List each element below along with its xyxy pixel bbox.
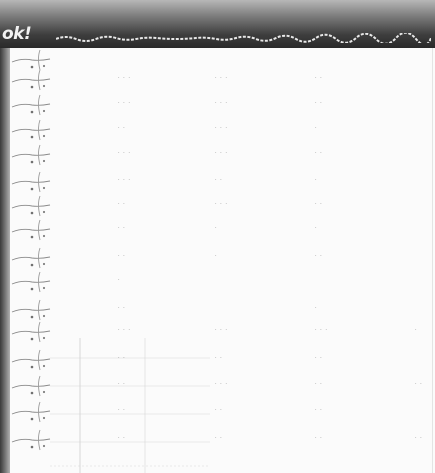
grid-lines	[50, 338, 210, 473]
row-cell-c2: · ·	[215, 407, 223, 413]
row-thumbnail-icon	[10, 118, 60, 142]
row-cell-c1: · ·	[118, 305, 126, 311]
row-cell-c2: · · ·	[215, 201, 228, 207]
row-cell-c2: · · ·	[215, 150, 228, 156]
row-cell-c2: ·	[215, 253, 218, 259]
row-thumbnail-icon	[10, 218, 60, 242]
row-cell-c3: ·	[315, 305, 318, 311]
row-cell-c4: · ·	[415, 381, 423, 387]
row-cell-c3: · ·	[315, 435, 323, 441]
row-cell-c3: · ·	[315, 253, 323, 259]
row-cell-c1: · ·	[118, 381, 126, 387]
row-cell-c1: · · ·	[118, 150, 131, 156]
row-cell-c3: · ·	[315, 75, 323, 81]
row-cell-c1: · ·	[118, 125, 126, 131]
row-cell-c1: · ·	[118, 201, 126, 207]
list-item[interactable]	[10, 298, 435, 322]
left-rail	[0, 48, 10, 473]
row-cell-c2: · ·	[215, 177, 223, 183]
row-cell-c1: · ·	[118, 225, 126, 231]
list-item[interactable]	[10, 246, 435, 270]
list-item[interactable]	[10, 194, 435, 218]
row-cell-c4: · ·	[415, 435, 423, 441]
list-item[interactable]	[10, 218, 435, 242]
row-thumbnail-icon	[10, 298, 60, 322]
row-cell-c1: · · ·	[118, 327, 131, 333]
list-item[interactable]	[10, 170, 435, 194]
row-cell-c2: · · ·	[215, 327, 228, 333]
row-cell-c1: ·	[118, 277, 121, 283]
row-cell-c3: · ·	[315, 355, 323, 361]
row-cell-c2: · ·	[215, 435, 223, 441]
row-cell-c1: · · ·	[118, 177, 131, 183]
row-cell-c3: · ·	[315, 201, 323, 207]
row-thumbnail-icon	[10, 68, 60, 92]
row-cell-c1: · · ·	[118, 75, 131, 81]
row-cell-c2: · · ·	[215, 100, 228, 106]
row-cell-c1: · ·	[118, 435, 126, 441]
list-item[interactable]	[10, 270, 435, 294]
row-cell-c3: · · ·	[315, 327, 328, 333]
window-title: ok!	[2, 24, 32, 44]
row-cell-c1: · ·	[118, 355, 126, 361]
list-area	[10, 48, 435, 473]
row-cell-c3: · ·	[315, 150, 323, 156]
row-thumbnail-icon	[10, 246, 60, 270]
list-item[interactable]	[10, 93, 435, 117]
row-cell-c3: · ·	[315, 381, 323, 387]
row-cell-c3: ·	[315, 225, 318, 231]
row-cell-c2: · · ·	[215, 75, 228, 81]
list-item[interactable]	[10, 143, 435, 167]
row-thumbnail-icon	[10, 170, 60, 194]
row-thumbnail-icon	[10, 143, 60, 167]
title-bar	[0, 0, 435, 48]
list-item[interactable]	[10, 118, 435, 142]
row-cell-c1: · · ·	[118, 100, 131, 106]
row-cell-c2: · ·	[215, 355, 223, 361]
row-cell-c1: · ·	[118, 407, 126, 413]
row-cell-c1: · ·	[118, 253, 126, 259]
row-cell-c2: ·	[215, 225, 218, 231]
list-item[interactable]	[10, 68, 435, 92]
row-cell-c3: ·	[315, 125, 318, 131]
row-cell-c2: · · ·	[215, 125, 228, 131]
row-thumbnail-icon	[10, 194, 60, 218]
row-cell-c3: ·	[315, 177, 318, 183]
row-thumbnail-icon	[10, 93, 60, 117]
row-cell-c2: · · ·	[215, 381, 228, 387]
row-cell-c3: · ·	[315, 100, 323, 106]
row-cell-c4: ·	[415, 327, 418, 333]
row-thumbnail-icon	[10, 270, 60, 294]
row-cell-c3: · ·	[315, 407, 323, 413]
right-border	[432, 48, 433, 473]
title-bar-decoration	[56, 33, 431, 43]
